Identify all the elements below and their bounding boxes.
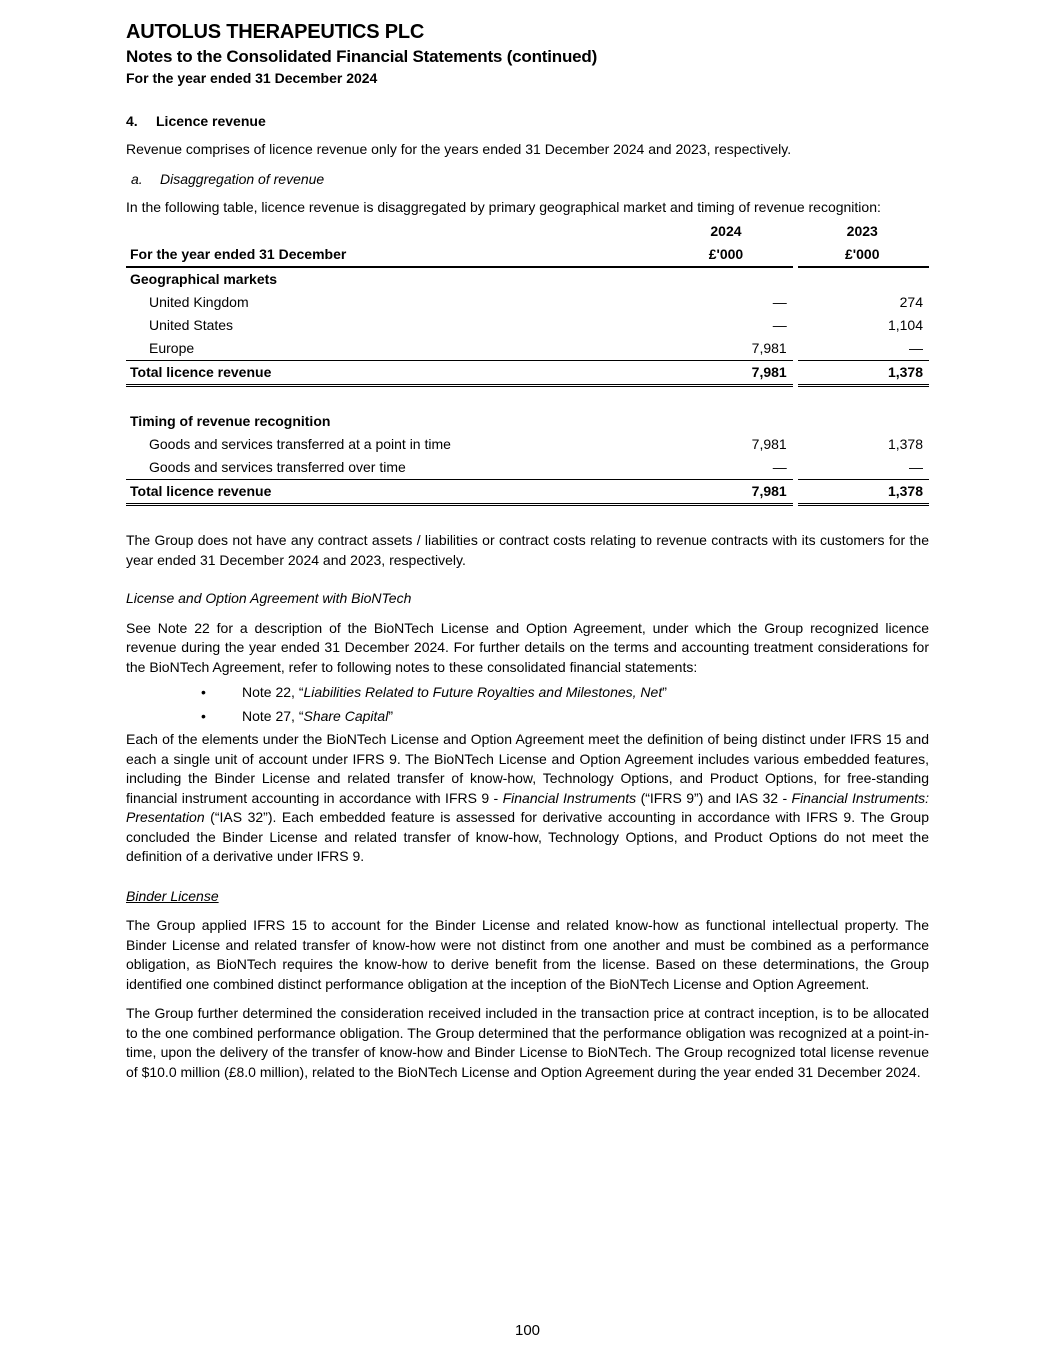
value-2023: 1,104 (887, 317, 923, 333)
row-label: Goods and services transferred over time (126, 456, 661, 480)
total-row (126, 480, 929, 506)
binder-heading (126, 887, 929, 907)
value-2024: 7,981 (661, 337, 792, 361)
note-heading (126, 111, 929, 131)
bullet-mark: • (201, 707, 206, 724)
year-2024-header: 2024 (710, 223, 742, 239)
reporting-period: For the year ended 31 December 2024 (126, 70, 378, 86)
subsection-title: Disaggregation of revenue (160, 170, 325, 187)
geo-section-title: Geographical markets (130, 271, 278, 287)
revenue-table (126, 220, 929, 506)
section-row (126, 268, 929, 291)
value-2024: 7,981 (751, 436, 787, 452)
value-2024: — (772, 294, 787, 310)
document-subtitle: Notes to the Consolidated Financial Statements (continued) (126, 47, 598, 66)
list-item: • Note 27, “Share Capital” (201, 707, 929, 727)
total-2024: 7,981 (661, 361, 792, 387)
label-header: For the year ended 31 December (126, 243, 661, 268)
table-intro: In the following table, licence revenue is disaggregated by primary geographical market and timing of revenue recognition: (126, 198, 881, 215)
value-2023: — (798, 337, 930, 361)
bullet-mark: • (201, 684, 206, 700)
table-row (126, 456, 929, 480)
see-note-paragraph: See Note 22 for a description of the BioNTech License and Option Agreement, under which the Group recognized licence revenue during the year ended 31 December 2024. For further details on the terms and accounting treatment considerations for the BioNTech Agreement, refer to following notes to these consolidated financial statements: (126, 619, 929, 675)
total-label: Total licence revenue (126, 480, 661, 506)
row-label: United Kingdom (149, 294, 249, 310)
unit-2023-header: £'000 (798, 243, 930, 268)
note-intro: Revenue comprises of licence revenue only for the years ended 31 December 2024 and 2023, respectively. (126, 141, 792, 157)
document-page (126, 20, 929, 1082)
row-label: Europe (126, 337, 661, 361)
row-label: United States (149, 317, 234, 333)
row-label: Goods and services transferred at a point in time (149, 436, 451, 452)
value-2023: — (798, 456, 930, 480)
table-row (126, 314, 929, 337)
value-2024: — (772, 317, 787, 333)
table-year-row (126, 220, 929, 243)
section-row (126, 410, 929, 433)
license-heading-text: License and Option Agreement with BioNTech (126, 590, 412, 606)
binder-paragraph-1: The Group applied IFRS 15 to account for the Binder License and related know-how as functional intellectual property. The Binder License and related transfer of know-how were not distinct from one another and must be combined as a performance obligation, as BioNTech requires the know-how to derive benefit from the license. Based on these determinations, the Group identified one combined distinct performance obligation at the inception of the BioNTech License and Option Agreement. (126, 917, 929, 992)
total-row (126, 361, 929, 387)
company-name: AUTOLUS THERAPEUTICS PLC (126, 21, 425, 43)
value-2023: 274 (899, 294, 923, 310)
note-title: Licence revenue (156, 113, 266, 129)
subsection-heading (126, 169, 929, 189)
license-heading (126, 589, 929, 609)
note-reference-list (126, 683, 929, 726)
subsection-letter: a. (131, 170, 143, 187)
value-2024: — (661, 456, 792, 480)
unit-2024-header: £'000 (661, 243, 792, 268)
binder-heading-text: Binder License (126, 887, 219, 904)
list-item: • Note 22, “Liabilities Related to Future Royalties and Milestones, Net” (201, 683, 929, 703)
table-row (126, 337, 929, 361)
total-2023: 1,378 (798, 361, 930, 387)
table-row (126, 433, 929, 456)
page-number: 100 (514, 1322, 541, 1339)
note-number: 4. (126, 113, 138, 129)
total-2023: 1,378 (798, 480, 930, 506)
contract-paragraph: The Group does not have any contract assets / liabilities or contract costs relating to revenue contracts with its customers for the year ended 31 December 2024 and 2023, respectively. (126, 532, 929, 568)
elements-paragraph: Each of the elements under the BioNTech License and Option Agreement meet the definition of being distinct under IFRS 15 and each a single unit of account under IFRS 9. The BioNTech License and Option Agreement includes various embedded features, including the Binder License and related transfer of know-how, Technology Options, and Product Options, for free-standing financial instrument accounting in accordance with IFRS 9 - Financial Instruments (“IFRS 9”) and IAS 32 - Financial Instruments: Presentation (“IAS 32”). Each embedded feature is assessed for derivative accounting in accordance with IFRS 9. The Group concluded the Binder License and related transfer of know-how, Technology Options, and Product Options do not meet the definition of a derivative under IFRS 9. (126, 731, 929, 864)
total-label: Total licence revenue (126, 361, 661, 387)
table-header-row (126, 243, 929, 268)
year-2023-header: 2023 (846, 223, 878, 239)
total-2024: 7,981 (661, 480, 792, 506)
binder-paragraph-2: The Group further determined the consideration received included in the transaction price at contract inception, is to be allocated to the one combined performance obligation. The Group determined that the performance obligation was recognized at a point-in-time, upon the delivery of the transfer of know-how and Binder License to BioNTech. The Group recognized total license revenue of $10.0 million (£8.0 million), related to the BioNTech License and Option Agreement during the year ended 31 December 2024. (126, 1005, 929, 1080)
table-row (126, 291, 929, 314)
value-2023: 1,378 (887, 436, 923, 452)
timing-section-title: Timing of revenue recognition (130, 413, 331, 429)
